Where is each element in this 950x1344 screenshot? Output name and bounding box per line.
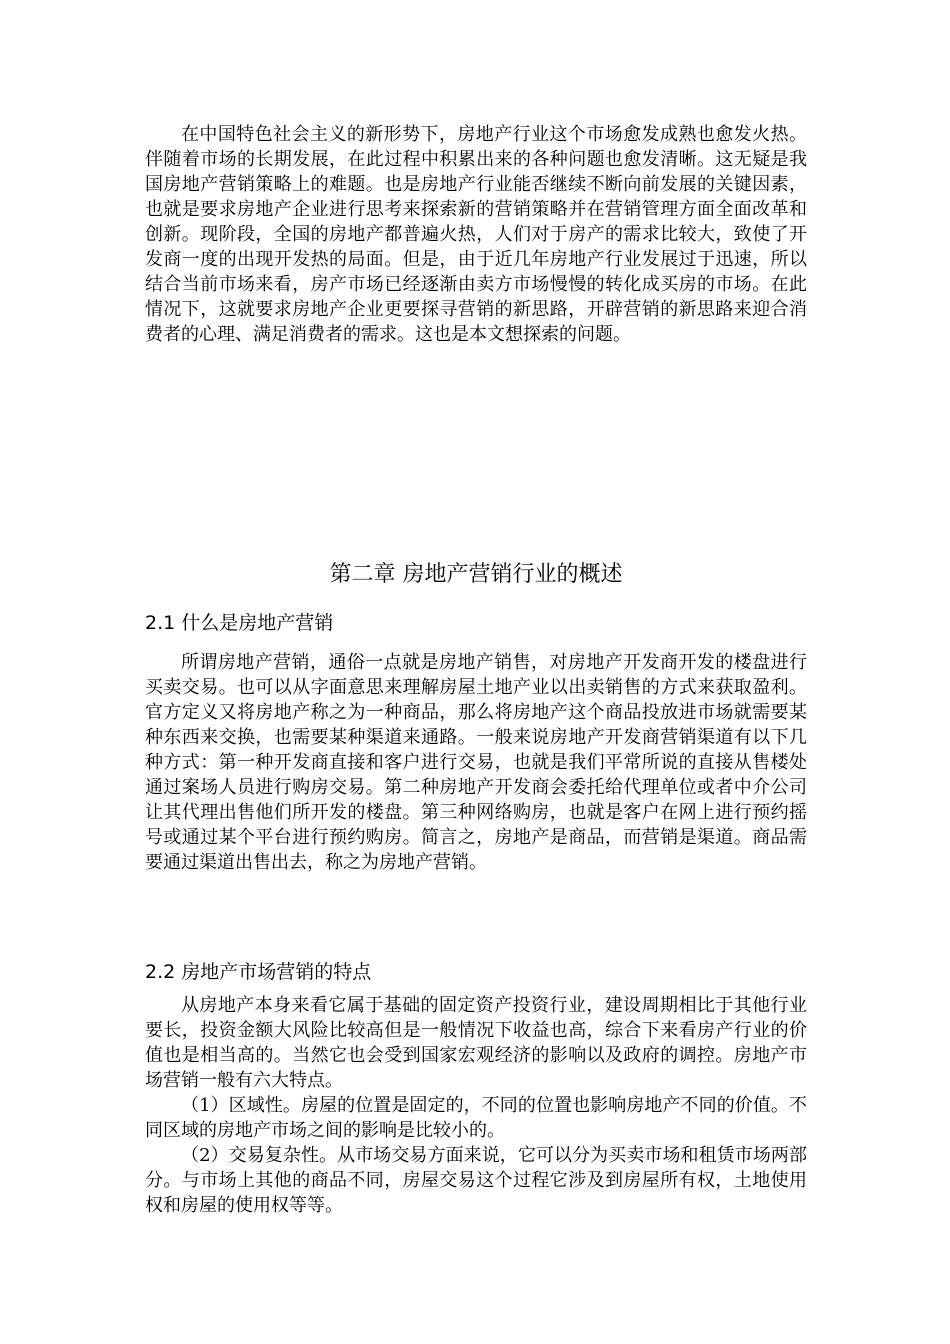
section-2-2-item-2: （2）交易复杂性。从市场交易方面来说，它可以分为买卖市场和租赁市场两部分。与市场上其他的商品不同，房屋交易这个过程它涉及到房屋所有权，土地使用权和房屋的使用权等等。 bbox=[145, 1145, 807, 1216]
section-2-2-paragraph: 从房地产本身来看它属于基础的固定资产投资行业，建设周期相比于其他行业要长，投资金额大风险比较高但是一般情况下收益也高，综合下来看房产行业的价值也是相当高的。当然它也会受到国家宏观经济的影响以及政府的调控。房地产市场营销一般有六大特点。 bbox=[145, 995, 807, 1091]
chapter-title: 第二章 房地产营销行业的概述 bbox=[329, 562, 623, 587]
section-2-1-title: 2.1 什么是房地产营销 bbox=[145, 612, 334, 634]
intro-paragraph: 在中国特色社会主义的新形势下，房地产行业这个市场愈发成熟也愈发火热。伴随着市场的长期发展，在此过程中积累出来的各种问题也愈发清晰。这无疑是我国房地产营销策略上的难题。也是房地产行业能否继续不断向前发展的关键因素，也就是要求房地产企业进行思考来探索新的营销策略并在营销管理方面全面改革和创新。现阶段，全国的房地产都普遍火热，人们对于房产的需求比较大，致使了开发商一度的出现开发热的局面。但是，由于近几年房地产行业发展过于迅速，所以结合当前市场来看，房产市场已经逐渐由卖方市场慢慢的转化成买房的市场。在此情况下，这就要求房地产企业更要探寻营销的新思路，开辟营销的新思路来迎合消费者的心理、满足消费者的需求。这也是本文想探索的问题。 bbox=[145, 124, 807, 345]
intro-block bbox=[145, 122, 807, 347]
section-2-2 bbox=[145, 957, 807, 1218]
section-2-1-paragraph: 所谓房地产营销，通俗一点就是房地产销售，对房地产开发商开发的楼盘进行买卖交易。也可以从字面意思来理解房屋土地产业以出卖销售的方式来获取盈利。官方定义又将房地产称之为一种商品，那么将房地产这个商品投放进市场就需要某种东西来交换，也需要某种渠道来通路。一般来说房地产开发商营销渠道有以下几种方式：第一种开发商直接和客户进行交易，也就是我们平常所说的直接从售楼处通过案场人员进行购房交易。第二种房地产开发商会委托给代理单位或者中介公司让其代理出售他们所开发的楼盘。第三种网络购房，也就是客户在网上进行预约摇号或通过某个平台进行预约购房。简言之，房地产是商品，而营销是渠道。商品需要通过渠道出售出去，称之为房地产营销。 bbox=[145, 652, 807, 873]
section-2-2-title: 2.2 房地产市场营销的特点 bbox=[145, 961, 372, 983]
section-2-1 bbox=[145, 608, 807, 875]
section-2-2-item-1: （1）区域性。房屋的位置是固定的，不同的位置也影响房地产不同的价值。不同区域的房地产市场之间的影响是比较小的。 bbox=[145, 1095, 807, 1141]
